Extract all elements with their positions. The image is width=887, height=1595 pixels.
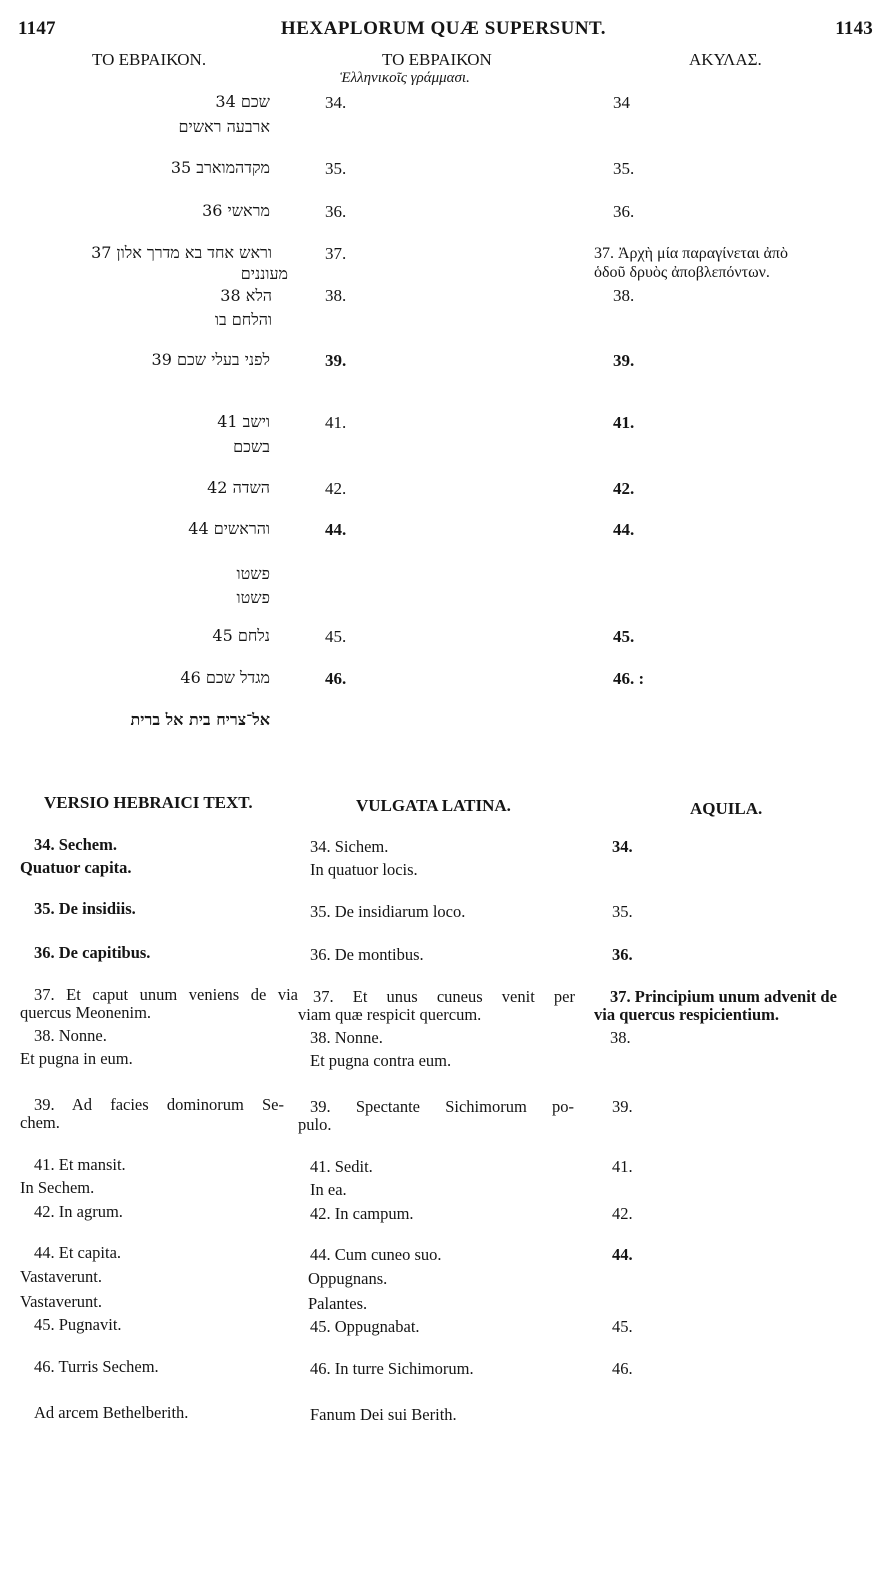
hebrew-line: והראשים 44 — [188, 519, 270, 538]
vulgata-line: 37. Et unus cuneus venit per — [313, 987, 575, 1006]
versio-line: chem. — [20, 1113, 60, 1132]
vulgata-line: pulo. — [298, 1115, 332, 1134]
versio-line: Vastaverunt. — [20, 1267, 103, 1286]
hebrew-line: פשטו — [236, 588, 270, 607]
aquila-latin-line: 41. — [612, 1157, 633, 1176]
hebrew-line: מגדל שכם 46 — [180, 668, 270, 687]
aquila-number: 36. — [613, 202, 635, 221]
hebrew-line: והלחם בו — [214, 310, 272, 329]
hebrew-line: מקדהמוארב 35 — [170, 158, 270, 177]
versio-line: 36. De capitibus. — [34, 943, 151, 962]
aquila-number: 38. — [613, 286, 635, 305]
aquila-latin-line: 35. — [612, 902, 633, 921]
versio-line: 34. Sechem. — [34, 835, 117, 854]
upper-col3-head: ΑΚΥΛΑΣ. — [689, 50, 762, 69]
vulgata-line: 45. Oppugnabat. — [310, 1317, 420, 1336]
vulgata-line: Palantes. — [308, 1294, 368, 1313]
vulgata-line: In quatuor locis. — [310, 860, 418, 879]
aquila-latin-line: 36. — [612, 945, 633, 964]
greek-number: 34. — [325, 93, 347, 112]
page-number-right: 1143 — [835, 18, 873, 39]
versio-line: 45. Pugnavit. — [34, 1315, 122, 1334]
greek-number: 35. — [325, 159, 347, 178]
aquila-latin-line: 46. — [612, 1359, 633, 1378]
greek-number: 39. — [325, 351, 347, 370]
versio-line: Ad arcem Bethelberith. — [34, 1403, 189, 1422]
vulgata-line: 36. De montibus. — [310, 945, 424, 964]
vulgata-line: 35. De insidiarum loco. — [310, 902, 466, 921]
vulgata-line: 44. Cum cuneo suo. — [310, 1245, 442, 1264]
versio-line: 44. Et capita. — [34, 1243, 122, 1262]
versio-line: 42. In agrum. — [34, 1202, 123, 1221]
aquila-number: 45. — [613, 627, 635, 646]
aquila-latin-line: 39. — [612, 1097, 633, 1116]
versio-line: 46. Turris Sechem. — [34, 1357, 159, 1376]
aquila-37-line2: ὁδοῦ δρυὸς ἀποβλεπόντων. — [594, 264, 770, 281]
hebrew-line: פשטו — [236, 564, 270, 583]
hebrew-line: אל־צריח בית אל ברית — [130, 710, 270, 729]
greek-number: 41. — [325, 413, 347, 432]
greek-number: 45. — [325, 627, 347, 646]
upper-col1-head: ΤΟ ΕΒΡΑΙΚΟΝ. — [92, 50, 207, 69]
page-number-left: 1147 — [18, 18, 56, 39]
versio-line: Quatuor capita. — [20, 858, 132, 877]
lower-col3-head: AQUILA. — [690, 799, 763, 818]
vulgata-line: Fanum Dei sui Berith. — [310, 1405, 457, 1424]
greek-number: 38. — [325, 286, 347, 305]
upper-col2-subhead: Ἑλληνικοῖς γράμμασι. — [340, 70, 470, 86]
vulgata-line: 42. In campum. — [310, 1204, 414, 1223]
vulgata-line: 38. Nonne. — [310, 1028, 383, 1047]
vulgata-line: Oppugnans. — [308, 1269, 388, 1288]
vulgata-line: 46. In turre Sichimorum. — [310, 1359, 474, 1378]
versio-line: 39. Ad facies dominorum Se- — [34, 1095, 284, 1114]
running-title: HEXAPLORUM QUÆ SUPERSUNT. — [280, 18, 607, 39]
versio-line: In Sechem. — [20, 1178, 95, 1197]
aquila-latin-line: 34. — [612, 837, 633, 856]
aquila-number: 44. — [613, 520, 635, 539]
aquila-latin-line: 42. — [612, 1204, 633, 1223]
versio-line: Vastaverunt. — [20, 1292, 103, 1311]
hebrew-line: בשכם — [233, 437, 270, 456]
vulgata-line: 41. Sedit. — [310, 1157, 373, 1176]
versio-line: quercus Meonenim. — [20, 1003, 152, 1022]
vulgata-line: In ea. — [310, 1180, 347, 1199]
vulgata-line: 34. Sichem. — [310, 837, 389, 856]
aquila-latin-line: 44. — [612, 1245, 633, 1264]
greek-number: 46. — [325, 669, 347, 688]
hebrew-line: ארבעה ראשים — [178, 117, 270, 136]
versio-line: 35. De insidiis. — [34, 899, 136, 918]
hebrew-line: לפני בעלי שכם 39 — [151, 350, 270, 369]
aquila-number: 42. — [613, 479, 635, 498]
hebrew-line: נלחם 45 — [212, 626, 270, 645]
aquila-latin-line: 37. Principium unum advenit de — [610, 987, 837, 1006]
hebrew-line: השדה 42 — [207, 478, 270, 497]
greek-number: 42. — [325, 479, 347, 498]
vulgata-line: viam quæ respicit quercum. — [298, 1005, 482, 1024]
aquila-37-line1: 37. Ἀρχὴ μία παραγίνεται ἀπὸ — [594, 245, 789, 262]
versio-line: 41. Et mansit. — [34, 1155, 126, 1174]
greek-number: 44. — [325, 520, 347, 539]
lower-col1-head: VERSIO HEBRAICI TEXT. — [44, 793, 253, 812]
aquila-number: 35. — [613, 159, 635, 178]
versio-line: Et pugna in eum. — [20, 1049, 133, 1068]
lower-col2-head: VULGATA LATINA. — [356, 796, 511, 815]
greek-number: 36. — [325, 202, 347, 221]
hebrew-line: וישב 41 — [217, 412, 270, 431]
versio-line: 37. Et caput unum veniens de via — [34, 985, 298, 1004]
hebrew-line: הלא 38 — [220, 286, 272, 305]
upper-col2-head: ΤΟ ΕΒΡΑΙΚΟΝ — [382, 50, 492, 69]
aquila-number: 39. — [613, 351, 635, 370]
greek-number: 37. — [325, 244, 347, 263]
aquila-latin-line: via quercus respicientium. — [594, 1005, 780, 1024]
aquila-latin-line: 45. — [612, 1317, 633, 1336]
aquila-number: 41. — [613, 413, 635, 432]
aquila-latin-line: 38. — [610, 1028, 631, 1047]
hebrew-line: וראש אחד בא מדרך אלון 37 — [91, 243, 272, 262]
versio-line: 38. Nonne. — [34, 1026, 107, 1045]
hebrew-line: מראשי 36 — [202, 201, 270, 220]
vulgata-line: Et pugna contra eum. — [310, 1051, 452, 1070]
aquila-number: 46. : — [613, 669, 645, 688]
vulgata-line: 39. Spectante Sichimorum po- — [310, 1097, 574, 1116]
aquila-number: 34 — [613, 93, 630, 112]
hebrew-line: שכם 34 — [215, 92, 270, 111]
hebrew-line: מעוננים — [240, 264, 288, 283]
